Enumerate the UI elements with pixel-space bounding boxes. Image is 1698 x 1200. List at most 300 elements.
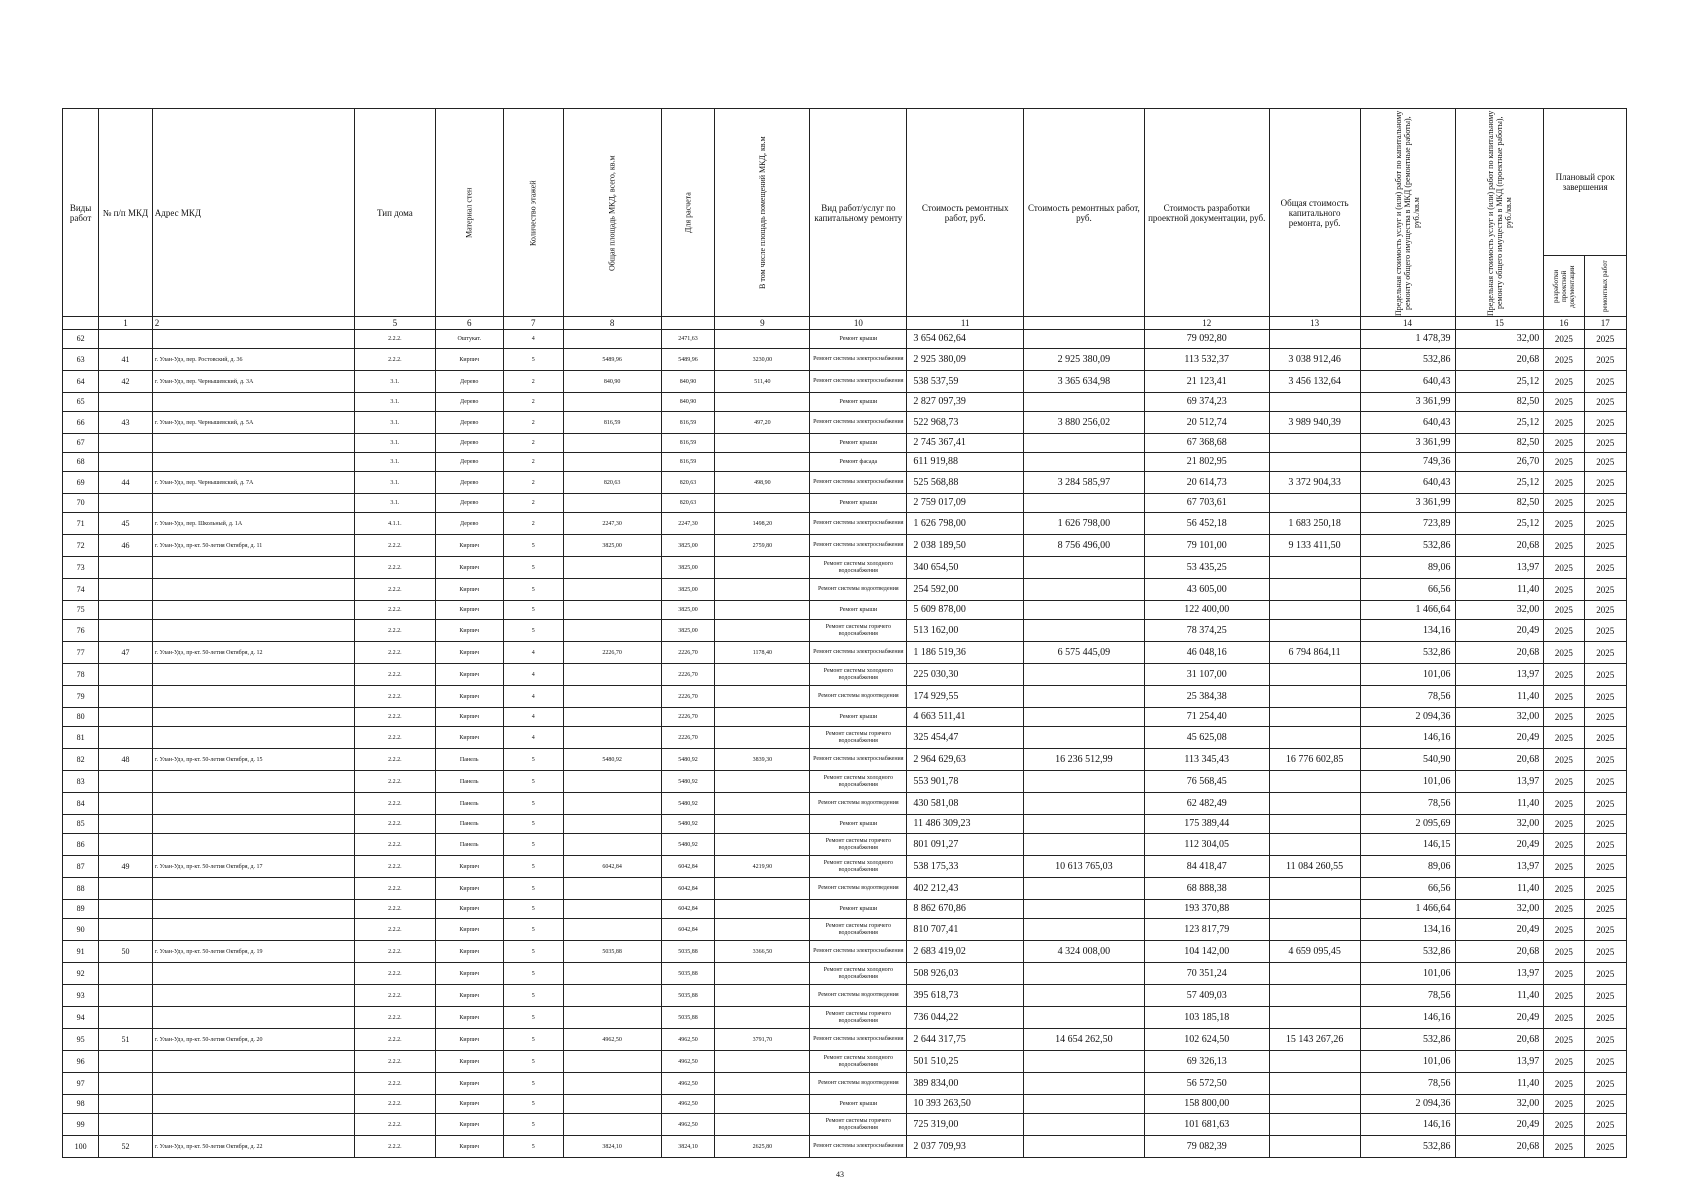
cell-calc-area: 5035,88 [661, 963, 715, 985]
cell-mkd-number [99, 620, 153, 642]
cell-design-cost: 69 374,23 [1144, 393, 1269, 412]
cell-work-kind: Ремонт крыши [810, 601, 907, 620]
cell-work-kind: Ремонт системы горячего водоснабжения [810, 1114, 907, 1136]
cell-limit-repair: 146,16 [1360, 727, 1455, 749]
cell-limit-design: 11,40 [1455, 579, 1544, 601]
cell-total-cost [1269, 494, 1360, 513]
cell-work-kind: Ремонт системы горячего водоснабжения [810, 620, 907, 642]
cell-limit-repair: 532,86 [1360, 349, 1455, 371]
cell-design-cost: 62 482,49 [1144, 793, 1269, 815]
cell-design-cost: 21 802,95 [1144, 453, 1269, 472]
cell-house-type: 2.2.2. [355, 793, 436, 815]
cell-repair-cost-total [1024, 985, 1145, 1007]
cell-repair-cost-total [1024, 579, 1145, 601]
cell-total-area [563, 834, 661, 856]
cell-repair-year: 2025 [1584, 535, 1626, 557]
cell-limit-repair: 532,86 [1360, 642, 1455, 664]
cell-calc-area: 816,59 [661, 434, 715, 453]
cell-wall-material: Кирпич [435, 1073, 503, 1095]
cell-design-year: 2025 [1544, 393, 1584, 412]
cell-mkd-number [99, 1073, 153, 1095]
cell-house-type: 2.2.2. [355, 620, 436, 642]
cell-house-type: 2.2.2. [355, 749, 436, 771]
cell-calc-area: 4962,50 [661, 1029, 715, 1051]
cell-address [152, 1051, 354, 1073]
table-row [63, 453, 1627, 472]
cell-floors: 5 [503, 771, 563, 793]
cell-total-cost: 3 989 940,39 [1269, 412, 1360, 434]
cell-floors: 4 [503, 708, 563, 727]
cell-work-kind: Ремонт системы водоотведения [810, 686, 907, 708]
cell-repair-year: 2025 [1584, 1114, 1626, 1136]
cell-repair-year: 2025 [1584, 579, 1626, 601]
cell-total-area: 840,90 [563, 371, 661, 393]
cell-premises-area [715, 453, 810, 472]
cell-work-kind: Ремонт системы электроснабжения [810, 1136, 907, 1158]
cell-work-kind: Ремонт крыши [810, 434, 907, 453]
cell-limit-repair: 640,43 [1360, 412, 1455, 434]
cell-total-area [563, 393, 661, 412]
cell-limit-design: 13,97 [1455, 557, 1544, 579]
cell-repair-cost-total [1024, 664, 1145, 686]
cell-calc-area: 840,90 [661, 393, 715, 412]
cell-design-cost: 25 384,38 [1144, 686, 1269, 708]
cell-address [152, 815, 354, 834]
cell-house-type: 2.2.2. [355, 1073, 436, 1095]
cell-total-area [563, 1095, 661, 1114]
cell-address [152, 1095, 354, 1114]
cell-total-area: 820,63 [563, 472, 661, 494]
cell-repair-cost: 525 568,88 [907, 472, 1024, 494]
cell-repair-cost: 225 030,30 [907, 664, 1024, 686]
cell-wall-material: Кирпич [435, 1029, 503, 1051]
cell-limit-design: 11,40 [1455, 793, 1544, 815]
col-number: 2 [152, 317, 354, 330]
cell-repair-cost: 2 964 629,63 [907, 749, 1024, 771]
cell-repair-cost: 553 901,78 [907, 771, 1024, 793]
cell-mkd-number [99, 834, 153, 856]
cell-mkd-number: 42 [99, 371, 153, 393]
cell-row-number: 83 [63, 771, 99, 793]
cell-mkd-number [99, 963, 153, 985]
cell-repair-year: 2025 [1584, 749, 1626, 771]
cell-repair-cost-total [1024, 771, 1145, 793]
cell-mkd-number [99, 579, 153, 601]
cell-calc-area: 5035,88 [661, 941, 715, 963]
cell-design-year: 2025 [1544, 412, 1584, 434]
cell-house-type: 2.2.2. [355, 856, 436, 878]
cell-limit-design: 32,00 [1455, 815, 1544, 834]
cell-wall-material: Кирпич [435, 642, 503, 664]
cell-total-cost [1269, 793, 1360, 815]
cell-design-cost: 193 370,88 [1144, 900, 1269, 919]
table-row [63, 834, 1627, 856]
col-header-total-area: Общая площадь МКД, всего, кв.м [563, 109, 661, 317]
cell-total-cost [1269, 815, 1360, 834]
cell-floors: 5 [503, 963, 563, 985]
cell-total-area [563, 579, 661, 601]
cell-mkd-number [99, 601, 153, 620]
cell-limit-design: 20,68 [1455, 1029, 1544, 1051]
cell-premises-area: 497,20 [715, 412, 810, 434]
cell-premises-area: 2759,80 [715, 535, 810, 557]
cell-mkd-number: 43 [99, 412, 153, 434]
cell-design-cost: 123 817,79 [1144, 919, 1269, 941]
table-row [63, 919, 1627, 941]
table-row [63, 472, 1627, 494]
cell-design-year: 2025 [1544, 834, 1584, 856]
cell-total-cost: 3 038 912,46 [1269, 349, 1360, 371]
cell-floors: 5 [503, 878, 563, 900]
table-row [63, 1007, 1627, 1029]
cell-row-number: 79 [63, 686, 99, 708]
cell-premises-area [715, 727, 810, 749]
cell-repair-year: 2025 [1584, 900, 1626, 919]
cell-wall-material: Кирпич [435, 1007, 503, 1029]
cell-limit-repair: 640,43 [1360, 371, 1455, 393]
cell-premises-area [715, 878, 810, 900]
cell-floors: 5 [503, 1114, 563, 1136]
cell-limit-repair: 78,56 [1360, 686, 1455, 708]
cell-address: г. Улан-Удэ, пер. Чернышевский, д. 3А [152, 371, 354, 393]
cell-limit-repair: 640,43 [1360, 472, 1455, 494]
cell-repair-cost: 2 644 317,75 [907, 1029, 1024, 1051]
cell-floors: 5 [503, 601, 563, 620]
cell-total-area: 2247,30 [563, 513, 661, 535]
cell-floors: 5 [503, 1136, 563, 1158]
cell-wall-material: Кирпич [435, 727, 503, 749]
cell-mkd-number: 52 [99, 1136, 153, 1158]
cell-premises-area [715, 771, 810, 793]
cell-premises-area [715, 1073, 810, 1095]
cell-repair-year: 2025 [1584, 472, 1626, 494]
cell-repair-year: 2025 [1584, 393, 1626, 412]
cell-limit-repair: 3 361,99 [1360, 434, 1455, 453]
cell-total-area [563, 557, 661, 579]
cell-design-year: 2025 [1544, 727, 1584, 749]
cell-design-year: 2025 [1544, 1051, 1584, 1073]
cell-repair-cost: 389 834,00 [907, 1073, 1024, 1095]
cell-repair-year: 2025 [1584, 494, 1626, 513]
col-header-repair-term: ремонтных работ [1584, 256, 1626, 317]
cell-address [152, 557, 354, 579]
cell-design-year: 2025 [1544, 919, 1584, 941]
cell-work-kind: Ремонт системы водоотведения [810, 579, 907, 601]
cell-premises-area: 4219,90 [715, 856, 810, 878]
cell-design-year: 2025 [1544, 453, 1584, 472]
cell-limit-repair: 146,16 [1360, 1114, 1455, 1136]
cell-design-year: 2025 [1544, 815, 1584, 834]
cell-limit-repair: 3 361,99 [1360, 393, 1455, 412]
cell-limit-design: 13,97 [1455, 771, 1544, 793]
cell-repair-year: 2025 [1584, 834, 1626, 856]
cell-row-number: 67 [63, 434, 99, 453]
cell-house-type: 2.2.2. [355, 900, 436, 919]
cell-limit-design: 20,49 [1455, 727, 1544, 749]
cell-calc-area: 816,59 [661, 453, 715, 472]
table-row [63, 601, 1627, 620]
cell-row-number: 100 [63, 1136, 99, 1158]
cell-repair-cost: 810 707,41 [907, 919, 1024, 941]
col-number [1024, 317, 1145, 330]
cell-total-area [563, 330, 661, 349]
cell-wall-material: Кирпич [435, 985, 503, 1007]
cell-repair-cost: 611 919,88 [907, 453, 1024, 472]
cell-repair-cost-total: 14 654 262,50 [1024, 1029, 1145, 1051]
cell-premises-area [715, 579, 810, 601]
cell-repair-cost: 538 537,59 [907, 371, 1024, 393]
cell-mkd-number: 48 [99, 749, 153, 771]
cell-premises-area [715, 900, 810, 919]
cell-house-type: 2.2.2. [355, 601, 436, 620]
cell-repair-year: 2025 [1584, 349, 1626, 371]
cell-wall-material: Кирпич [435, 620, 503, 642]
cell-mkd-number: 45 [99, 513, 153, 535]
table-row [63, 557, 1627, 579]
cell-limit-design: 32,00 [1455, 1095, 1544, 1114]
cell-limit-repair: 532,86 [1360, 1136, 1455, 1158]
cell-premises-area: 3791,70 [715, 1029, 810, 1051]
cell-house-type: 2.2.2. [355, 919, 436, 941]
cell-total-area: 5480,92 [563, 749, 661, 771]
table-row [63, 579, 1627, 601]
cell-total-area [563, 919, 661, 941]
cell-house-type: 2.2.2. [355, 664, 436, 686]
col-header-design-cost: Стоимость разработки проектной документации, руб. [1144, 109, 1269, 317]
cell-row-number: 87 [63, 856, 99, 878]
table-row [63, 900, 1627, 919]
cell-calc-area: 5480,92 [661, 834, 715, 856]
cell-design-cost: 79 082,39 [1144, 1136, 1269, 1158]
cell-floors: 5 [503, 1029, 563, 1051]
cell-repair-year: 2025 [1584, 1029, 1626, 1051]
cell-premises-area [715, 708, 810, 727]
cell-mkd-number [99, 330, 153, 349]
cell-total-area [563, 1007, 661, 1029]
cell-design-year: 2025 [1544, 1114, 1584, 1136]
cell-design-year: 2025 [1544, 349, 1584, 371]
table-row [63, 815, 1627, 834]
cell-calc-area: 3825,00 [661, 601, 715, 620]
cell-repair-cost: 2 683 419,02 [907, 941, 1024, 963]
cell-row-number: 97 [63, 1073, 99, 1095]
cell-house-type: 2.2.2. [355, 1136, 436, 1158]
cell-repair-cost-total [1024, 1073, 1145, 1095]
cell-repair-cost-total: 1 626 798,00 [1024, 513, 1145, 535]
cell-wall-material: Кирпич [435, 579, 503, 601]
cell-repair-year: 2025 [1584, 1073, 1626, 1095]
table-row [63, 708, 1627, 727]
cell-floors: 5 [503, 1095, 563, 1114]
table-row [63, 1114, 1627, 1136]
cell-work-kind: Ремонт системы электроснабжения [810, 1029, 907, 1051]
cell-total-area: 816,59 [563, 412, 661, 434]
cell-repair-cost-total [1024, 963, 1145, 985]
cell-row-number: 82 [63, 749, 99, 771]
cell-total-cost: 1 683 250,18 [1269, 513, 1360, 535]
cell-total-cost: 3 372 904,33 [1269, 472, 1360, 494]
cell-repair-cost: 10 393 263,50 [907, 1095, 1024, 1114]
cell-design-cost: 69 326,13 [1144, 1051, 1269, 1073]
table-row [63, 1095, 1627, 1114]
cell-work-kind: Ремонт системы электроснабжения [810, 642, 907, 664]
cell-address [152, 878, 354, 900]
cell-repair-year: 2025 [1584, 985, 1626, 1007]
cell-floors: 2 [503, 453, 563, 472]
cell-house-type: 2.2.2. [355, 963, 436, 985]
table-row [63, 856, 1627, 878]
cell-design-cost: 79 092,80 [1144, 330, 1269, 349]
cell-limit-design: 20,68 [1455, 349, 1544, 371]
cell-calc-area: 4962,50 [661, 1073, 715, 1095]
cell-total-cost: 4 659 095,45 [1269, 941, 1360, 963]
cell-address [152, 708, 354, 727]
cell-design-cost: 113 532,37 [1144, 349, 1269, 371]
cell-design-cost: 101 681,63 [1144, 1114, 1269, 1136]
cell-address [152, 963, 354, 985]
col-number: 16 [1544, 317, 1584, 330]
cell-design-cost: 53 435,25 [1144, 557, 1269, 579]
cell-address [152, 919, 354, 941]
cell-row-number: 65 [63, 393, 99, 412]
cell-house-type: 2.2.2. [355, 1051, 436, 1073]
cell-total-cost [1269, 453, 1360, 472]
cell-repair-year: 2025 [1584, 371, 1626, 393]
cell-house-type: 2.2.2. [355, 1114, 436, 1136]
cell-total-cost [1269, 664, 1360, 686]
cell-row-number: 74 [63, 579, 99, 601]
cell-address: г. Улан-Удэ, пр-кт. 50-летия Октября, д. 12 [152, 642, 354, 664]
cell-premises-area: 2625,80 [715, 1136, 810, 1158]
cell-floors: 2 [503, 494, 563, 513]
cell-design-cost: 68 888,38 [1144, 878, 1269, 900]
col-header-mkd-number: № п/п МКД [99, 109, 153, 317]
cell-row-number: 88 [63, 878, 99, 900]
cell-design-year: 2025 [1544, 557, 1584, 579]
cell-premises-area: 3366,50 [715, 941, 810, 963]
cell-design-year: 2025 [1544, 771, 1584, 793]
cell-limit-repair: 1 466,64 [1360, 601, 1455, 620]
cell-total-cost [1269, 1136, 1360, 1158]
cell-house-type: 2.2.2. [355, 985, 436, 1007]
cell-work-kind: Ремонт системы горячего водоснабжения [810, 727, 907, 749]
cell-limit-design: 20,49 [1455, 834, 1544, 856]
cell-work-kind: Ремонт системы электроснабжения [810, 349, 907, 371]
cell-total-cost: 16 776 602,85 [1269, 749, 1360, 771]
cell-repair-year: 2025 [1584, 664, 1626, 686]
cell-total-cost: 11 084 260,55 [1269, 856, 1360, 878]
cell-mkd-number [99, 727, 153, 749]
cell-repair-cost: 501 510,25 [907, 1051, 1024, 1073]
cell-repair-cost-total [1024, 1136, 1145, 1158]
cell-total-area [563, 793, 661, 815]
cell-row-number: 99 [63, 1114, 99, 1136]
cell-wall-material: Дерево [435, 494, 503, 513]
cell-design-year: 2025 [1544, 1007, 1584, 1029]
cell-repair-cost: 402 212,43 [907, 878, 1024, 900]
cell-wall-material: Кирпич [435, 1051, 503, 1073]
cell-mkd-number [99, 793, 153, 815]
cell-total-area [563, 963, 661, 985]
cell-row-number: 68 [63, 453, 99, 472]
table-row [63, 412, 1627, 434]
cell-floors: 5 [503, 856, 563, 878]
cell-limit-design: 32,00 [1455, 601, 1544, 620]
cell-repair-year: 2025 [1584, 771, 1626, 793]
col-header-for-calc: Для расчета [661, 109, 715, 317]
table-row [63, 1051, 1627, 1073]
cell-wall-material: Дерево [435, 472, 503, 494]
cell-limit-design: 13,97 [1455, 1051, 1544, 1073]
table-row [63, 393, 1627, 412]
cell-limit-repair: 66,56 [1360, 878, 1455, 900]
cell-design-cost: 43 605,00 [1144, 579, 1269, 601]
cell-premises-area [715, 985, 810, 1007]
cell-address: г. Улан-Удэ, пер. Школьный, д. 1А [152, 513, 354, 535]
cell-premises-area: 1498,20 [715, 513, 810, 535]
cell-address [152, 900, 354, 919]
cell-total-cost [1269, 708, 1360, 727]
cell-design-year: 2025 [1544, 664, 1584, 686]
cell-calc-area: 2247,30 [661, 513, 715, 535]
cell-repair-cost-total [1024, 494, 1145, 513]
cell-limit-design: 11,40 [1455, 878, 1544, 900]
cell-calc-area: 5035,88 [661, 1007, 715, 1029]
table-row [63, 749, 1627, 771]
cell-design-cost: 20 614,73 [1144, 472, 1269, 494]
cell-limit-repair: 2 094,36 [1360, 708, 1455, 727]
cell-house-type: 2.2.2. [355, 330, 436, 349]
cell-design-cost: 79 101,00 [1144, 535, 1269, 557]
cell-limit-repair: 134,16 [1360, 620, 1455, 642]
cell-repair-year: 2025 [1584, 919, 1626, 941]
cell-house-type: 2.2.2. [355, 1029, 436, 1051]
cell-wall-material: Дерево [435, 412, 503, 434]
cell-row-number: 64 [63, 371, 99, 393]
cell-total-cost [1269, 1007, 1360, 1029]
cell-design-year: 2025 [1544, 793, 1584, 815]
cell-floors: 4 [503, 664, 563, 686]
cell-total-area [563, 985, 661, 1007]
cell-address [152, 434, 354, 453]
cell-repair-cost: 340 654,50 [907, 557, 1024, 579]
cell-repair-cost: 254 592,00 [907, 579, 1024, 601]
cell-wall-material: Кирпич [435, 535, 503, 557]
cell-total-area: 5035,88 [563, 941, 661, 963]
cell-total-cost [1269, 1095, 1360, 1114]
col-header-limit-design: Предельная стоимость услуг и (или) работ по капитальному ремонту общего имущества в МКД (проектные работы), руб./кв.м [1455, 109, 1544, 317]
cell-repair-cost-total: 3 365 634,98 [1024, 371, 1145, 393]
cell-house-type: 2.2.2. [355, 686, 436, 708]
cell-premises-area: 1178,40 [715, 642, 810, 664]
cell-wall-material: Панель [435, 815, 503, 834]
cell-repair-year: 2025 [1584, 557, 1626, 579]
cell-repair-year: 2025 [1584, 1095, 1626, 1114]
cell-address [152, 664, 354, 686]
cell-row-number: 94 [63, 1007, 99, 1029]
cell-row-number: 63 [63, 349, 99, 371]
cell-row-number: 93 [63, 985, 99, 1007]
cell-calc-area: 2226,70 [661, 642, 715, 664]
cell-total-area [563, 727, 661, 749]
cell-calc-area: 4962,50 [661, 1095, 715, 1114]
cell-limit-repair: 101,06 [1360, 1051, 1455, 1073]
cell-house-type: 3.1. [355, 412, 436, 434]
cell-calc-area: 3825,00 [661, 620, 715, 642]
cell-address: г. Улан-Удэ, пр-кт. 50-летия Октября, д. 19 [152, 941, 354, 963]
cell-limit-repair: 540,90 [1360, 749, 1455, 771]
cell-address: г. Улан-Удэ, пр-кт. 50-летия Октября, д. 20 [152, 1029, 354, 1051]
